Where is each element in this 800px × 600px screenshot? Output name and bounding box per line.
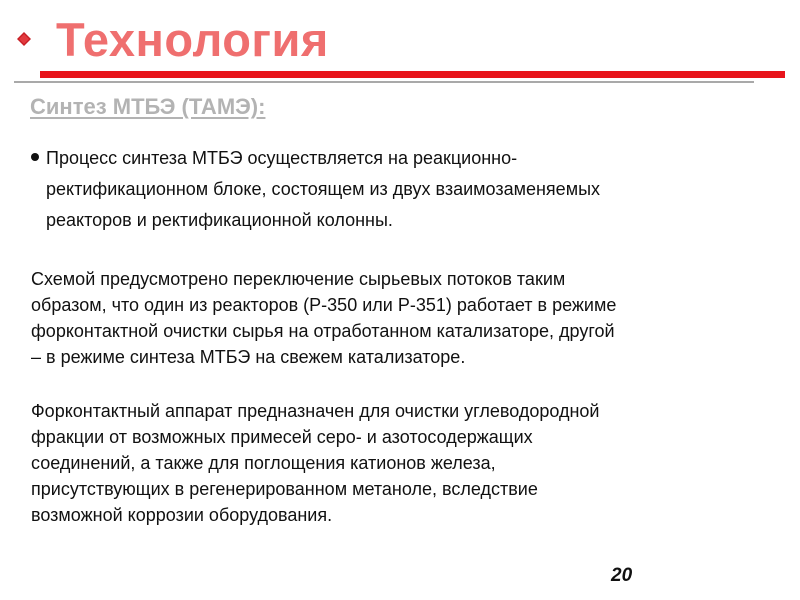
- paragraph-line: соединений, а также для поглощения катионов железа,: [31, 453, 496, 473]
- paragraph-precontact-apparatus: [31, 398, 771, 528]
- paragraph-switching-scheme: [31, 266, 771, 370]
- page-number: 20: [611, 565, 633, 586]
- bullet-paragraph: [46, 143, 766, 236]
- bullet-line: Процесс синтеза МТБЭ осуществляется на реакционно-: [46, 148, 518, 168]
- paragraph-line: Форконтактный аппарат предназначен для очистки углеводородной: [31, 401, 600, 421]
- paragraph-line: возможной коррозии оборудования.: [31, 505, 333, 525]
- bullet-line: ректификационном блоке, состоящем из двух взаимозаменяемых: [46, 179, 601, 199]
- paragraph-line: образом, что один из реакторов (Р-350 или Р-351) работает в режиме: [31, 295, 617, 315]
- paragraph-line: форконтактной очистки сырья на отработанном катализаторе, другой: [31, 321, 615, 341]
- title-underline-red: [40, 71, 785, 78]
- paragraph-line: Схемой предусмотрено переключение сырьевых потоков таким: [31, 269, 566, 289]
- red-diamond-icon: [17, 32, 31, 46]
- paragraph-line: присутствующих в регенерированном метаноле, вследствие: [31, 479, 538, 499]
- bullet-line: реакторов и ректификационной колонны.: [46, 210, 393, 230]
- title-underline-grey: [14, 81, 754, 83]
- paragraph-line: фракции от возможных примесей серо- и азотосодержащих: [31, 427, 533, 447]
- slide-title: Технология: [56, 13, 329, 66]
- bullet-dot-icon: [31, 153, 39, 161]
- paragraph-line: – в режиме синтеза МТБЭ на свежем катализаторе.: [31, 347, 466, 367]
- section-subtitle: Синтез МТБЭ (ТАМЭ):: [30, 94, 266, 119]
